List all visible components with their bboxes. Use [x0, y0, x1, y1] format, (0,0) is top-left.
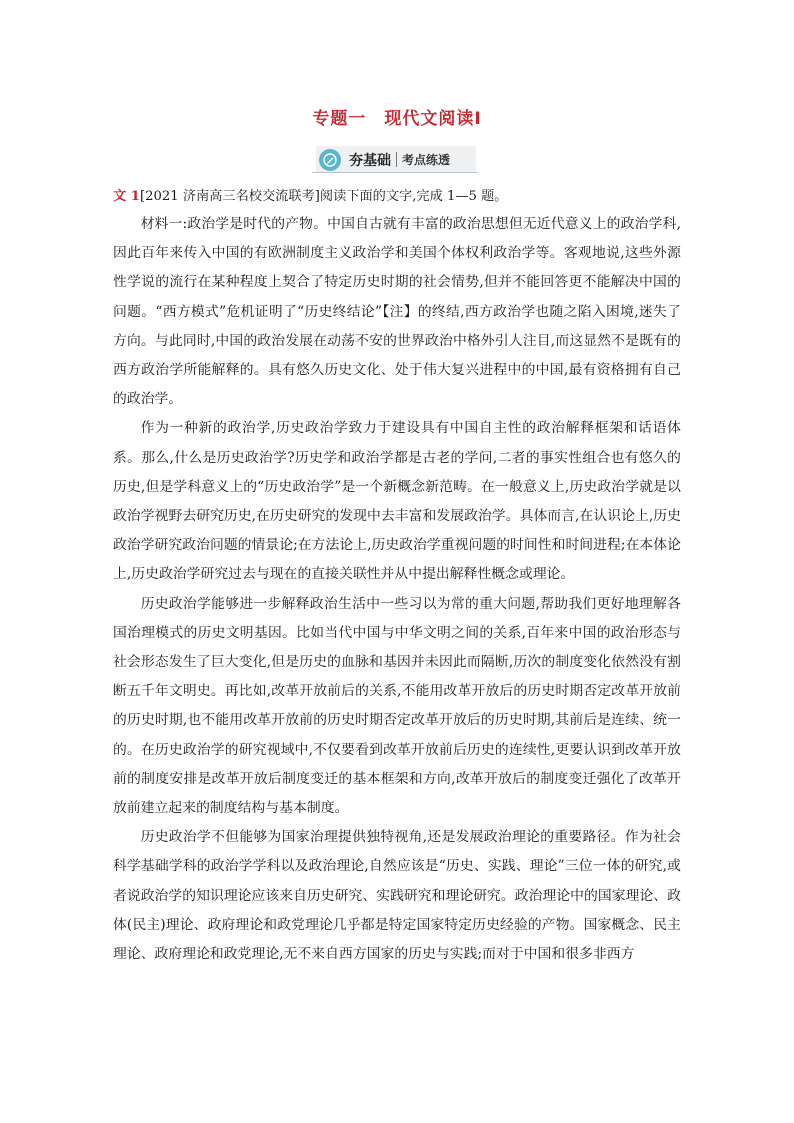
question-instruction: [2021 济南高三名校交流联考]阅读下面的文字,完成 1—5 题。	[139, 189, 508, 204]
paragraph-4: 历史政治学不但能够为国家治理提供独特视角,还是发展政治理论的重要路径。作为社会科学基础学科的政治学学科以及政治理论,自然应该是“历史、实践、理论”三位一体的研究,或者说政治学的知识理论应该来自历史研究、实践研究和理论研究。政治理论中的国家理论、政体(民主)理论、政府理论和政党理论几乎都是特定国家特定历史经验的产物。国家概念、民主理论、政府理论和政党理论,无不来自西方国家的历史与实践;而对于中国和很多非西方	[113, 829, 681, 963]
pen-circle-icon	[319, 149, 341, 171]
banner-main-label: 夯基础	[349, 152, 391, 169]
paragraph-2: 作为一种新的政治学,历史政治学致力于建设具有中国自主性的政治解释框架和话语体系。那么,什么是历史政治学?历史学和政治学都是古老的学问,二者的事实性组合也有悠久的历史,但是学科意义上的“历史政治学”是一个新概念新范畴。在一般意义上,历史政治学就是以政治学视野去研究历史,在历史研究的发现中去丰富和发展政治学。具体而言,在认识论上,历史政治学研究政治问题的情景论;在方法论上,历史政治学重视问题的时间性和时间进程;在本体论上,历史政治学研究过去与现在的直接关联性并从中提出解释性概念或理论。	[113, 420, 681, 583]
section-banner	[316, 146, 476, 173]
text-number-label: 文 1	[113, 189, 140, 204]
banner-divider	[396, 152, 397, 167]
paragraph-3: 历史政治学能够进一步解释政治生活中一些习以为常的重大问题,帮助我们更好地理解各国治理模式的历史文明基因。比如当代中国与中华文明之间的关系,百年来中国的政治形态与社会形态发生了巨大变化,但是历史的血脉和基因并未因此而隔断,历次的制度变化依然没有割断五千年文明史。再比如,改革开放前后的关系,不能用改革开放后的历史时期否定改革开放前的历史时期,也不能用改革开放前的历史时期否定改革开放后的历史时期,其前后是连续、统一的。在历史政治学的研究视域中,不仅要看到改革开放前后历史的连续性,更要认识到改革开放前的制度安排是改革开放后制度变迁的基本框架和方向,改革开放后的制度变迁强化了改革开放前建立起来的制度结构与基本制度。	[113, 595, 681, 817]
page-title: 专题一 现代文阅读Ⅰ	[312, 109, 482, 129]
paragraph-1: 材料一:政治学是时代的产物。中国自古就有丰富的政治思想但无近代意义上的政治学科,因此百年来传入中国的有欧洲制度主义政治学和美国个体权利政治学等。客观地说,这些外源性学说的流行在某种程度上契合了特定历史时期的社会情势,但并不能回答更不能解决中国的问题。“西方模式”危机证明了“历史终结论”【注】的终结,西方政治学也随之陷入困境,迷失了方向。与此同时,中国的政治发展在动荡不安的世界政治中格外引人注目,而这显然不是既有的西方政治学所能解释的。具有悠久历史文化、处于伟大复兴进程中的中国,最有资格拥有自己的政治学。	[113, 216, 681, 408]
article-body	[113, 184, 681, 969]
banner-sub-label: 考点练透	[402, 153, 451, 167]
question-intro	[113, 184, 681, 210]
banner-underline	[312, 172, 478, 173]
